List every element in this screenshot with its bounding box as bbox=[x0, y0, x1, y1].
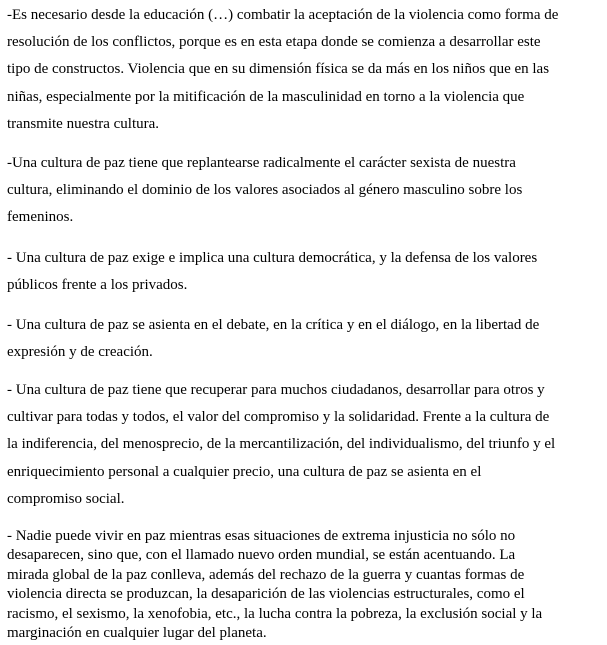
text-line: cultura, eliminando el dominio de los valores asociados al género masculino sobre los bbox=[7, 182, 523, 199]
text-line: tipo de constructos. Violencia que en su dimensión física se da más en los niños que en las bbox=[7, 61, 550, 78]
text-line: expresión y de creación. bbox=[7, 344, 153, 361]
paragraph-sexist-culture bbox=[7, 150, 522, 232]
text-line: -Una cultura de paz tiene que replantearse radicalmente el carácter sexista de nuestra bbox=[7, 155, 516, 171]
text-line: mirada global de la paz conlleva, además del rechazo de la guerra y cuantas formas de bbox=[7, 566, 525, 583]
paragraph-education-violence bbox=[7, 2, 558, 138]
text-line: compromiso social. bbox=[7, 490, 125, 507]
text-line: transmite nuestra cultura. bbox=[7, 115, 160, 132]
text-line: enriquecimiento personal a cualquier precio, una cultura de paz se asienta en el bbox=[7, 463, 482, 480]
text-line: resolución de los conflictos, porque es en esta etapa donde se comienza a desarrollar este bbox=[7, 34, 541, 51]
text-line: marginación en cualquier lugar del planeta. bbox=[7, 625, 267, 642]
text-line: femeninos. bbox=[7, 209, 74, 226]
text-line: cultivar para todas y todos, el valor del compromiso y la solidaridad. Frente a la cultura de bbox=[7, 409, 550, 426]
paragraph-commitment-solidarity bbox=[7, 377, 555, 513]
paragraph-democratic-culture bbox=[7, 245, 537, 299]
paragraph-global-injustice bbox=[7, 527, 542, 643]
text-line: - Una cultura de paz se asienta en el debate, en la crítica y en el diálogo, en la libertad de bbox=[7, 317, 540, 333]
text-line: niñas, especialmente por la mitificación de la masculinidad en torno a la violencia que bbox=[7, 88, 525, 105]
text-line: racismo, el sexismo, la xenofobia, etc., la lucha contra la pobreza, la exclusión social y la bbox=[7, 605, 543, 622]
text-line: -Es necesario desde la educación (…) combatir la aceptación de la violencia como forma de bbox=[7, 7, 559, 23]
text-line: violencia directa se produzcan, la desaparición de las violencias estructurales, como el bbox=[7, 586, 525, 603]
text-line: - Nadie puede vivir en paz mientras esas situaciones de extrema injusticia no sólo no bbox=[7, 528, 516, 544]
text-line: públicos frente a los privados. bbox=[7, 277, 188, 294]
text-line: la indiferencia, del menosprecio, de la mercantilización, del individualismo, del triunfo y el bbox=[7, 436, 556, 453]
text-line: - Una cultura de paz tiene que recuperar para muchos ciudadanos, desarrollar para otros y bbox=[7, 382, 545, 398]
text-line: desaparecen, sino que, con el llamado nuevo orden mundial, se están acentuando. La bbox=[7, 547, 516, 564]
text-line: - Una cultura de paz exige e implica una cultura democrática, y la defensa de los valores bbox=[7, 250, 538, 266]
paragraph-debate-dialogue bbox=[7, 312, 539, 366]
